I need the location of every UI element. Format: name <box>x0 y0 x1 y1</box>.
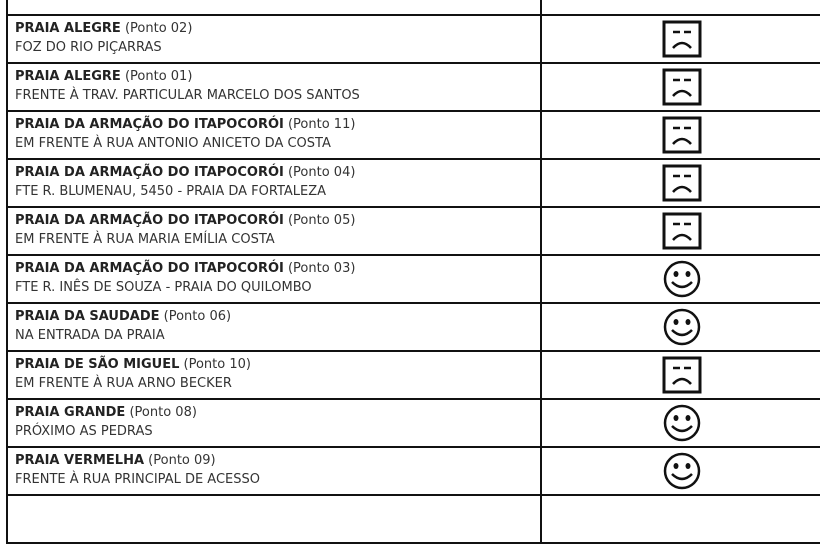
sad-face-icon <box>662 68 702 106</box>
point-label: (Ponto 09) <box>148 453 216 468</box>
status-cell <box>542 64 820 110</box>
sad-face-icon <box>662 20 702 58</box>
point-label: (Ponto 05) <box>287 213 356 228</box>
address-text: NA ENTRADA DA PRAIA <box>15 328 165 343</box>
address-text: FOZ DO RIO PIÇARRAS <box>15 40 162 55</box>
sad-face-icon <box>662 356 702 394</box>
happy-face-icon <box>662 307 702 347</box>
point-label: (Ponto 10) <box>183 357 251 372</box>
point-label: (Ponto 11) <box>287 117 356 132</box>
table-row <box>8 64 820 112</box>
happy-face-icon <box>662 403 702 443</box>
location-cell <box>8 16 542 62</box>
point-label: (Ponto 04) <box>287 165 356 180</box>
location-cell <box>8 256 542 302</box>
sad-face-icon <box>662 212 702 250</box>
status-cell <box>542 304 820 350</box>
location-cell <box>8 352 542 398</box>
point-label: (Ponto 02) <box>124 21 193 36</box>
beach-name: PRAIA DA SAUDADE <box>15 309 160 324</box>
location-cell <box>8 448 542 494</box>
beach-name: PRAIA ALEGRE <box>15 69 121 84</box>
status-cell <box>542 112 820 158</box>
location-cell <box>8 160 542 206</box>
point-label: (Ponto 03) <box>287 261 356 276</box>
beach-name: PRAIA GRANDE <box>15 405 126 420</box>
happy-face-icon <box>662 259 702 299</box>
beach-name: PRAIA VERMELHA <box>15 453 145 468</box>
location-cell <box>8 304 542 350</box>
status-cell <box>542 448 820 494</box>
table-row <box>8 160 820 208</box>
address-text: FRENTE À TRAV. PARTICULAR MARCELO DOS SANTOS <box>15 88 360 103</box>
sad-face-icon <box>662 116 702 154</box>
table-row <box>8 256 820 304</box>
address-text: EM FRENTE À RUA ANTONIO ANICETO DA COSTA <box>15 136 331 151</box>
status-cell <box>542 352 820 398</box>
table-row <box>8 16 820 64</box>
point-label: (Ponto 08) <box>129 405 197 420</box>
table-row <box>8 448 820 496</box>
beach-name: PRAIA DE SÃO MIGUEL <box>15 357 180 372</box>
status-cell <box>542 256 820 302</box>
table-row <box>8 400 820 448</box>
point-label: (Ponto 06) <box>163 309 232 324</box>
beach-name: PRAIA DA ARMAÇÃO DO ITAPOCORÓI <box>15 165 284 180</box>
beach-name: PRAIA DA ARMAÇÃO DO ITAPOCORÓI <box>15 261 284 276</box>
location-cell <box>8 400 542 446</box>
address-text: FTE R. INÊS DE SOUZA - PRAIA DO QUILOMBO <box>15 280 312 295</box>
sad-face-icon <box>662 164 702 202</box>
beach-name: PRAIA DA ARMAÇÃO DO ITAPOCORÓI <box>15 117 284 132</box>
address-text: FRENTE À RUA PRINCIPAL DE ACESSO <box>15 472 261 487</box>
address-text: EM FRENTE À RUA MARIA EMÍLIA COSTA <box>15 232 275 247</box>
status-cell <box>542 208 820 254</box>
address-text: FTE R. BLUMENAU, 5450 - PRAIA DA FORTALEZA <box>15 184 327 199</box>
table-row <box>8 352 820 400</box>
address-text: PRÓXIMO AS PEDRAS <box>15 424 153 439</box>
table-row-partial <box>8 496 820 544</box>
table-row <box>8 304 820 352</box>
beach-name: PRAIA ALEGRE <box>15 21 121 36</box>
header-status-cell <box>542 0 820 14</box>
table-row <box>8 112 820 160</box>
status-cell <box>542 160 820 206</box>
location-cell <box>8 112 542 158</box>
beach-quality-table <box>6 0 820 544</box>
table-row <box>8 208 820 256</box>
status-cell <box>542 400 820 446</box>
location-cell <box>8 208 542 254</box>
point-label: (Ponto 01) <box>124 69 193 84</box>
happy-face-icon <box>662 451 702 491</box>
location-cell <box>8 64 542 110</box>
table-header-row <box>8 0 820 16</box>
address-text: EM FRENTE À RUA ARNO BECKER <box>15 376 232 391</box>
beach-name: PRAIA DA ARMAÇÃO DO ITAPOCORÓI <box>15 213 284 228</box>
header-location-cell <box>8 0 542 14</box>
status-cell <box>542 16 820 62</box>
